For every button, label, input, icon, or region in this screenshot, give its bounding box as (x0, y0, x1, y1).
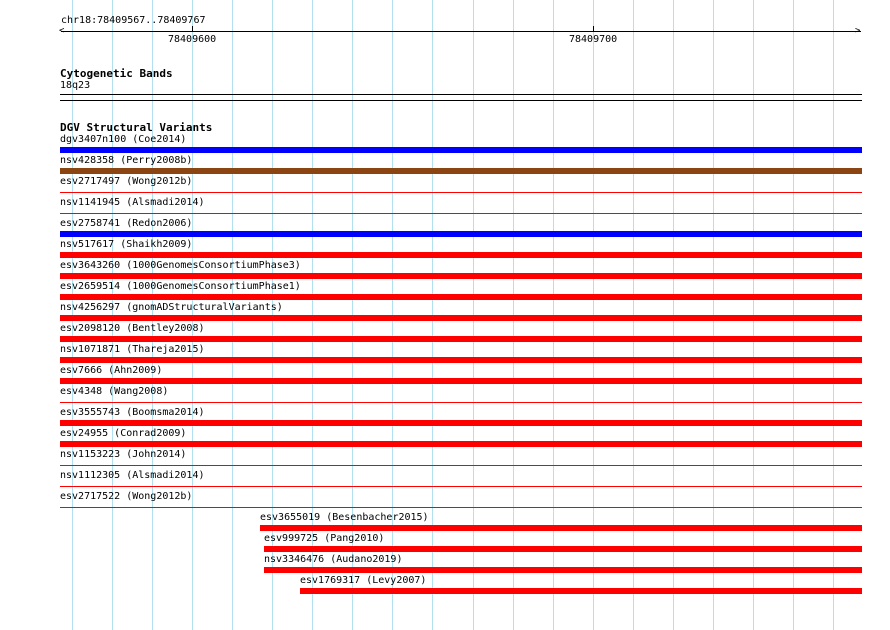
dgv-feature-bar[interactable] (60, 441, 862, 447)
dgv-feature-label[interactable]: dgv3407n100 (Coe2014) (60, 134, 187, 145)
dgv-feature-bar[interactable] (60, 273, 862, 279)
dgv-feature-bar[interactable] (60, 357, 862, 363)
dgv-feature-label[interactable]: nsv428358 (Perry2008b) (60, 155, 193, 166)
dgv-feature-bar[interactable] (60, 420, 862, 426)
dgv-feature-bar[interactable] (60, 231, 862, 237)
dgv-feature-bar[interactable] (60, 486, 862, 487)
dgv-feature-bar[interactable] (300, 588, 862, 594)
dgv-feature-bar[interactable] (60, 213, 862, 214)
ruler-right-arrow-icon: > (855, 26, 861, 36)
dgv-feature-bar[interactable] (60, 378, 862, 384)
dgv-feature-label[interactable]: nsv4256297 (gnomADStructuralVariants) (60, 302, 283, 313)
dgv-feature-bar[interactable] (60, 507, 862, 508)
dgv-title: DGV Structural Variants (60, 121, 213, 134)
dgv-feature-label[interactable]: esv2659514 (1000GenomesConsortiumPhase1) (60, 281, 301, 292)
dgv-feature-label[interactable]: esv3643260 (1000GenomesConsortiumPhase3) (60, 260, 301, 271)
cytoband-label: 18q23 (60, 80, 91, 91)
dgv-feature-label[interactable]: nsv1141945 (Alsmadi2014) (60, 197, 205, 208)
cytoband-line (60, 94, 862, 95)
dgv-feature-bar[interactable] (60, 315, 862, 321)
dgv-feature-label[interactable]: esv7666 (Ahn2009) (60, 365, 163, 376)
dgv-feature-label[interactable]: esv2717497 (Wong2012b) (60, 176, 193, 187)
dgv-feature-label[interactable]: esv2758741 (Redon2006) (60, 218, 193, 229)
dgv-feature-bar[interactable] (264, 546, 862, 552)
dgv-feature-label[interactable]: esv3655019 (Besenbacher2015) (260, 512, 429, 523)
dgv-feature-bar[interactable] (60, 465, 862, 466)
dgv-feature-label[interactable]: nsv1071871 (Thareja2015) (60, 344, 205, 355)
ruler-tick (593, 26, 594, 32)
dgv-feature-label[interactable]: esv24955 (Conrad2009) (60, 428, 187, 439)
dgv-feature-label[interactable]: esv3555743 (Boomsma2014) (60, 407, 205, 418)
cytobands-title: Cytogenetic Bands (60, 67, 173, 80)
dgv-feature-label[interactable]: nsv517617 (Shaikh2009) (60, 239, 193, 250)
ruler-left-arrow-icon: < (59, 26, 65, 36)
dgv-feature-bar[interactable] (264, 567, 862, 573)
dgv-feature-label[interactable]: esv999725 (Pang2010) (264, 533, 385, 544)
dgv-feature-label[interactable]: esv4348 (Wang2008) (60, 386, 169, 397)
dgv-feature-bar[interactable] (60, 336, 862, 342)
ruler-tick-label: 78409600 (168, 34, 217, 45)
ruler-tick (192, 26, 193, 32)
dgv-feature-bar[interactable] (60, 252, 862, 258)
dgv-feature-label[interactable]: nsv3346476 (Audano2019) (264, 554, 403, 565)
dgv-feature-label[interactable]: nsv1112305 (Alsmadi2014) (60, 470, 205, 481)
dgv-feature-label[interactable]: esv1769317 (Levy2007) (300, 575, 427, 586)
location-label: chr18:78409567..78409767 (61, 15, 206, 26)
track-separator (60, 100, 862, 101)
dgv-feature-label[interactable]: esv2717522 (Wong2012b) (60, 491, 193, 502)
dgv-feature-bar[interactable] (60, 402, 862, 403)
dgv-feature-label[interactable]: esv2098120 (Bentley2008) (60, 323, 205, 334)
dgv-feature-bar[interactable] (60, 168, 862, 174)
dgv-feature-bar[interactable] (60, 294, 862, 300)
dgv-feature-bar[interactable] (260, 525, 862, 531)
dgv-feature-bar[interactable] (60, 147, 862, 153)
ruler-tick-label: 78409700 (569, 34, 618, 45)
dgv-feature-bar[interactable] (60, 192, 862, 193)
dgv-feature-label[interactable]: nsv1153223 (John2014) (60, 449, 187, 460)
ruler-axis-line (61, 31, 861, 32)
